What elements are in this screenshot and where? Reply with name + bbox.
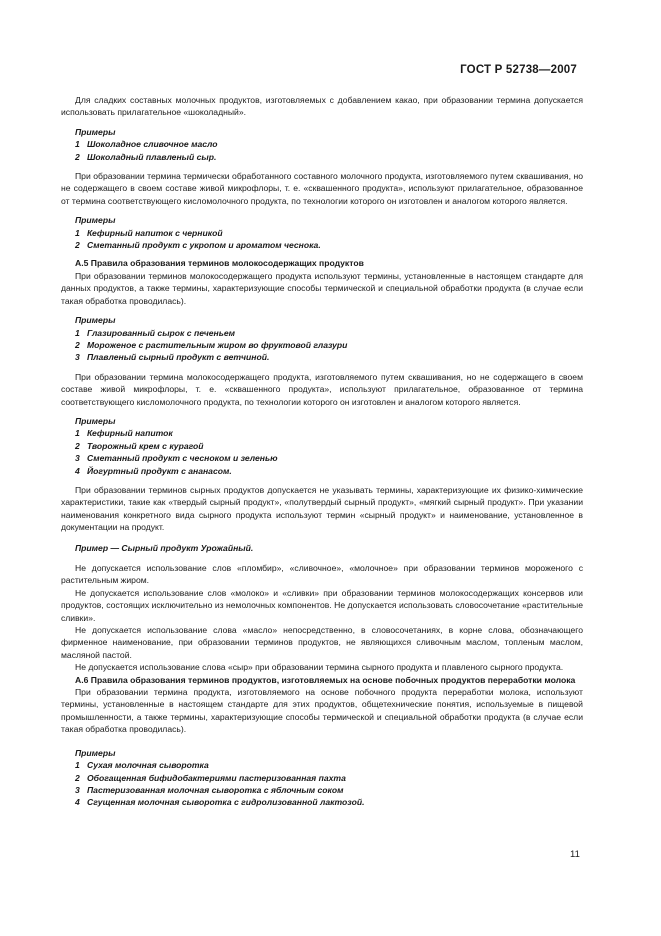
example-text: Мороженое с растительным жиром во фруктовой глазури [87, 339, 348, 350]
example-text: Шоколадное сливочное масло [87, 139, 218, 150]
example-text: Творожный крем с курагой [87, 440, 204, 451]
paragraph: Не допускается использование слов «пломбир», «сливочное», «молочное» при образовании терминов мороженого с растительным жиром. [61, 563, 583, 586]
paragraph: Не допускается использование слов «молоко» и «сливки» при образовании терминов молокосодержащих консервов или продуктов, состоящих исключительно из немолочных компонентов. Не допускается использовать словосочетание «растительные сливки». [61, 587, 583, 623]
standard-header: ГОСТ Р 52738—2007 [460, 64, 577, 76]
example-text: Сухая молочная сыворотка [87, 760, 209, 771]
page-number: 11 [570, 849, 580, 860]
example-text: Сметанный продукт с чесноком и зеленью [87, 453, 278, 464]
example-number: 2 [75, 772, 80, 783]
paragraph: При образовании термина молокосодержащего продукта, изготовляемого путем сквашивания, но не содержащего в своем составе живой микрофлоры, т. е. «сквашенного продукта», используют прилагательное, образованное от термина соответствующего кисломолочного продукта, по технологии которого он изготовлен и аналогом которого является. [61, 371, 583, 407]
example-item [61, 452, 583, 464]
example-item [61, 465, 583, 477]
example-number: 3 [75, 352, 80, 363]
example-text: Сметанный продукт с укропом и ароматом чеснока. [87, 240, 321, 251]
paragraph: Для сладких составных молочных продуктов, изготовляемых с добавлением какао, при образовании термина допускается использовать прилагательное «шоколадный». [61, 95, 583, 118]
paragraph: При образовании терминов сырных продуктов допускается не указывать термины, характеризующие их физико-химические характеристики, такие как «твердый сырный продукт», «полутвердый сырный продукт», «мягкий сырный продукт». При указании наименования конкретного вида сырного продукта используют термин «сырный продукт» и наименование, установленное в документации на продукт. [61, 484, 583, 533]
example-item [61, 227, 583, 239]
example-number: 2 [75, 440, 80, 451]
example-label: Пример — Сырный продукт Урожайный. [75, 542, 254, 553]
example-item [61, 440, 583, 452]
example-text: Шоколадный плавленый сыр. [87, 151, 217, 162]
examples-heading: Примеры [75, 315, 116, 326]
example-item [61, 427, 583, 439]
example-number: 4 [75, 465, 80, 476]
example-number: 3 [75, 784, 80, 795]
example-item [61, 796, 583, 808]
example-text: Пастеризованная молочная сыворотка с яблочным соком [87, 784, 344, 795]
examples-heading: Примеры [75, 215, 116, 226]
paragraph: Не допускается использование слова «масло» непосредственно, в словосочетаниях, в корне слова, обозначающего фирменное наименование, при образовании терминов продуктов, не являющихся сливочным маслом, топленым маслом, масляной пастой. [61, 625, 583, 660]
example-item [61, 351, 583, 363]
examples-heading: Примеры [75, 126, 116, 137]
example-text: Плавленый сырный продукт с ветчиной. [87, 352, 270, 363]
examples-heading: Примеры [75, 415, 116, 426]
example-item [61, 759, 583, 771]
example-item [61, 151, 583, 163]
example-number: 1 [75, 428, 80, 439]
example-number: 1 [75, 760, 80, 771]
example-text: Сгущенная молочная сыворотка с гидролизованной лактозой. [87, 797, 365, 808]
example-text: Кефирный напиток [87, 428, 173, 439]
page-content [61, 94, 583, 809]
example-item [61, 138, 583, 150]
example-text: Йогуртный продукт с ананасом. [87, 465, 232, 476]
example-number: 2 [75, 339, 80, 350]
example-text: Глазированный сырок с печеньем [87, 327, 235, 338]
example-number: 1 [75, 227, 80, 238]
paragraph: При образовании термина термически обработанного составного молочного продукта, изготовляемого путем сквашивания, но не содержащего в своем составе живой микрофлоры, т. е. «сквашенного продукта», используют прилагательное, образованное от термина соответствующего кисломолочного продукта, по технологии которого он изготовлен и аналогом которого является. [61, 171, 583, 206]
example-number: 3 [75, 453, 80, 464]
paragraph: Не допускается использование слова «сыр» при образовании термина сырного продукта и плавленого сырного продукта. [75, 662, 564, 673]
example-number: 2 [75, 151, 80, 162]
paragraph: При образовании терминов молокосодержащего продукта используют термины, установленные в настоящем стандарте для данных продуктов, а также термины, характеризующие способы термической и специальной обработки продукта (в случае если такая обработка проводилась). [61, 270, 583, 306]
example-item [61, 772, 583, 784]
section-a5-title: А.5 Правила образования терминов молокосодержащих продуктов [75, 258, 364, 269]
example-number: 2 [75, 240, 80, 251]
example-number: 4 [75, 797, 80, 808]
example-item [61, 784, 583, 796]
example-number: 1 [75, 327, 80, 338]
example-item [61, 339, 583, 351]
example-text: Кефирный напиток с черникой [87, 227, 223, 238]
example-number: 1 [75, 139, 80, 150]
example-inline [61, 542, 583, 554]
example-item [61, 239, 583, 251]
section-a6-title: А.6 Правила образования терминов продуктов, изготовляемых на основе побочных продуктов переработки молока [75, 674, 576, 685]
example-item [61, 327, 583, 339]
examples-heading: Примеры [75, 747, 116, 758]
paragraph: При образовании термина продукта, изготовляемого на основе побочного продукта переработки молока, используют термины, установленные в настоящем стандарте для этих продуктов, общетехнические понятия, используемые в пищевой промышленности, а также термины, характеризующие способы термической и специальной обработки продукта (в случае если такая обработка проводилась). [61, 687, 583, 735]
example-text: Обогащенная бифидобактериями пастеризованная пахта [87, 772, 346, 783]
